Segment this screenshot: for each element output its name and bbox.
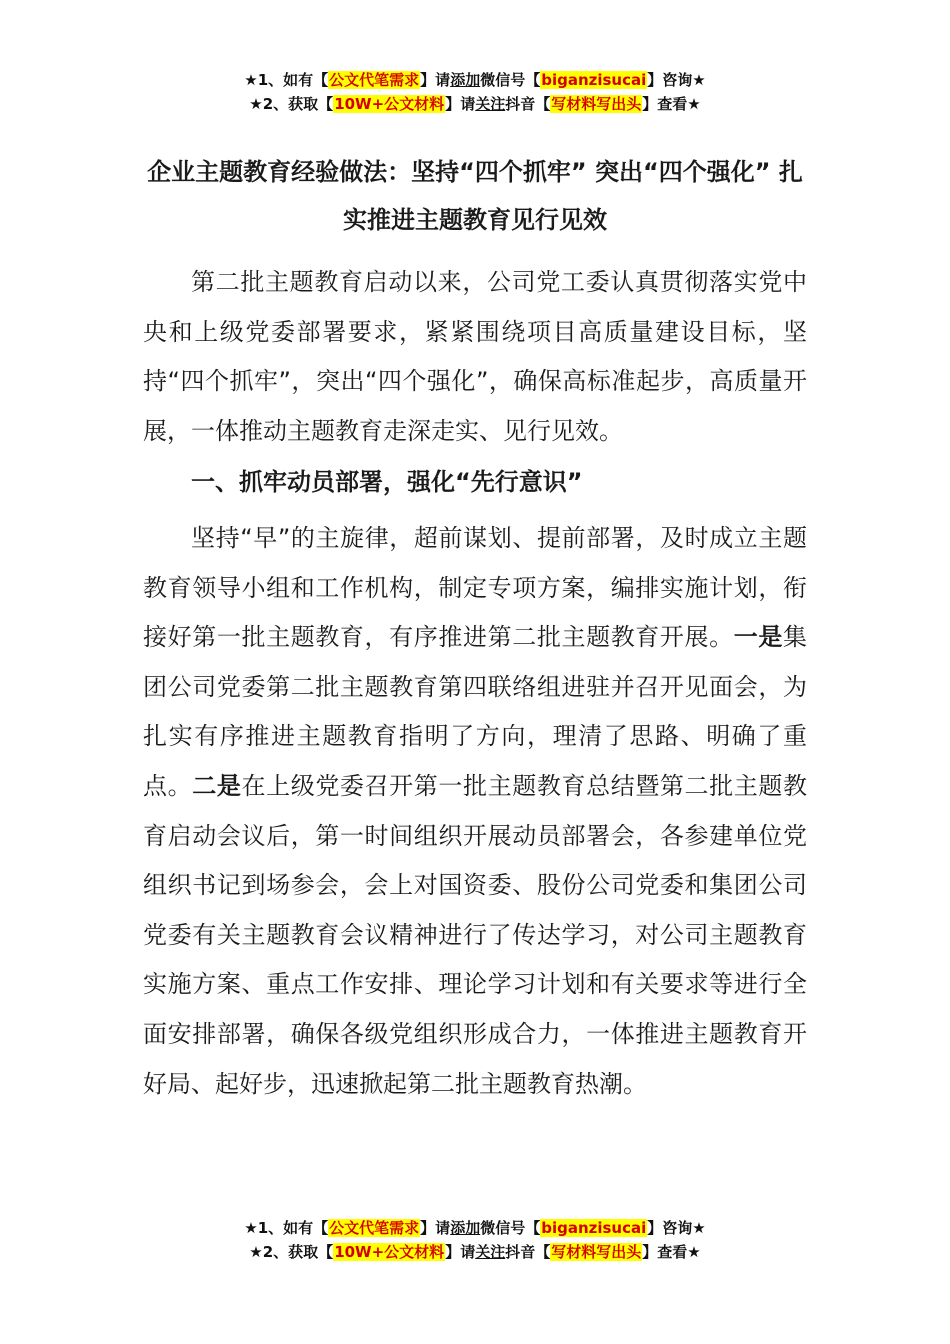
banner-underline: 关注 bbox=[475, 95, 506, 113]
banner-text: ★1、如有【 bbox=[244, 1219, 329, 1237]
banner-highlight: biganzisucai bbox=[541, 71, 647, 89]
paragraph-text: 集团公司党委第二批主题教育第四联络组进驻并召开见面会，为扎实有序推进主题教育指明了方向，理清了思路、明确了重点。 bbox=[143, 623, 808, 800]
banner-text: 】请 bbox=[445, 1243, 476, 1261]
banner-underline: 关注 bbox=[475, 1243, 506, 1261]
banner-underline: 添加 bbox=[450, 71, 481, 89]
banner-line-1 bbox=[0, 68, 950, 92]
banner-highlight: 写材料写出头 bbox=[551, 95, 642, 113]
banner-highlight: 10W+公文材料 bbox=[334, 1243, 445, 1261]
banner-text: 抖音【 bbox=[505, 95, 551, 113]
document-body bbox=[143, 258, 807, 1109]
bold-marker: 一是 bbox=[733, 623, 784, 652]
banner-text: 】请 bbox=[445, 95, 476, 113]
banner-text: 】请 bbox=[420, 71, 451, 89]
document-title: 企业主题教育经验做法：坚持“四个抓牢” 突出“四个强化” 扎实推进主题教育见行见效 bbox=[147, 158, 803, 234]
banner-highlight: biganzisucai bbox=[541, 1219, 647, 1237]
banner-text: 】请 bbox=[420, 1219, 451, 1237]
banner-text: 】查看★ bbox=[642, 1243, 701, 1261]
bold-marker: 二是 bbox=[192, 771, 242, 800]
banner-text: 微信号【 bbox=[480, 71, 541, 89]
banner-text: 】咨询★ bbox=[647, 71, 706, 89]
banner-highlight: 10W+公文材料 bbox=[334, 95, 445, 113]
footer-banner bbox=[0, 1216, 950, 1264]
banner-text: ★1、如有【 bbox=[244, 71, 329, 89]
banner-line-2 bbox=[0, 1240, 950, 1264]
banner-highlight: 写材料写出头 bbox=[551, 1243, 642, 1261]
banner-line-2 bbox=[0, 92, 950, 116]
banner-line-1 bbox=[0, 1216, 950, 1240]
banner-highlight: 公文代笔需求 bbox=[329, 71, 420, 89]
banner-text: 】咨询★ bbox=[647, 1219, 706, 1237]
banner-text: ★2、获取【 bbox=[249, 95, 334, 113]
banner-text: 】查看★ bbox=[642, 95, 701, 113]
section-heading: 一、抓牢动员部署，强化“先行意识” bbox=[191, 468, 583, 497]
paragraph-text: 坚持“早”的主旋律，超前谋划、提前部署，及时成立主题教育领导小组和工作机构，制定专项方案，编排实施计划，衔接好第一批主题教育，有序推进第二批主题教育开展。 bbox=[143, 523, 807, 652]
banner-text: 微信号【 bbox=[480, 1219, 541, 1237]
banner-underline: 添加 bbox=[450, 1219, 481, 1237]
section-paragraph bbox=[143, 514, 807, 1109]
intro-paragraph: 第二批主题教育启动以来，公司党工委认真贯彻落实党中央和上级党委部署要求，紧紧围绕项目高质量建设目标，坚持“四个抓牢”，突出“四个强化”，确保高标准起步，高质量开展，一体推动主题教育走深走实、见行见效。 bbox=[143, 268, 807, 445]
banner-text: 抖音【 bbox=[505, 1243, 551, 1261]
banner-highlight: 公文代笔需求 bbox=[329, 1219, 420, 1237]
paragraph-text: 在上级党委召开第一批主题教育总结暨第二批主题教育启动会议后，第一时间组织开展动员部署会，各参建单位党组织书记到场参会，会上对国资委、股份公司党委和集团公司党委有关主题教育会议精神进行了传达学习，对公司主题教育实施方案、重点工作安排、理论学习计划和有关要求等进行全面安排部署，确保各级党组织形成合力，一体推进主题教育开好局、起好步，迅速掀起第二批主题教育热潮。 bbox=[143, 771, 808, 1098]
banner-text: ★2、获取【 bbox=[249, 1243, 334, 1261]
header-banner bbox=[0, 68, 950, 116]
